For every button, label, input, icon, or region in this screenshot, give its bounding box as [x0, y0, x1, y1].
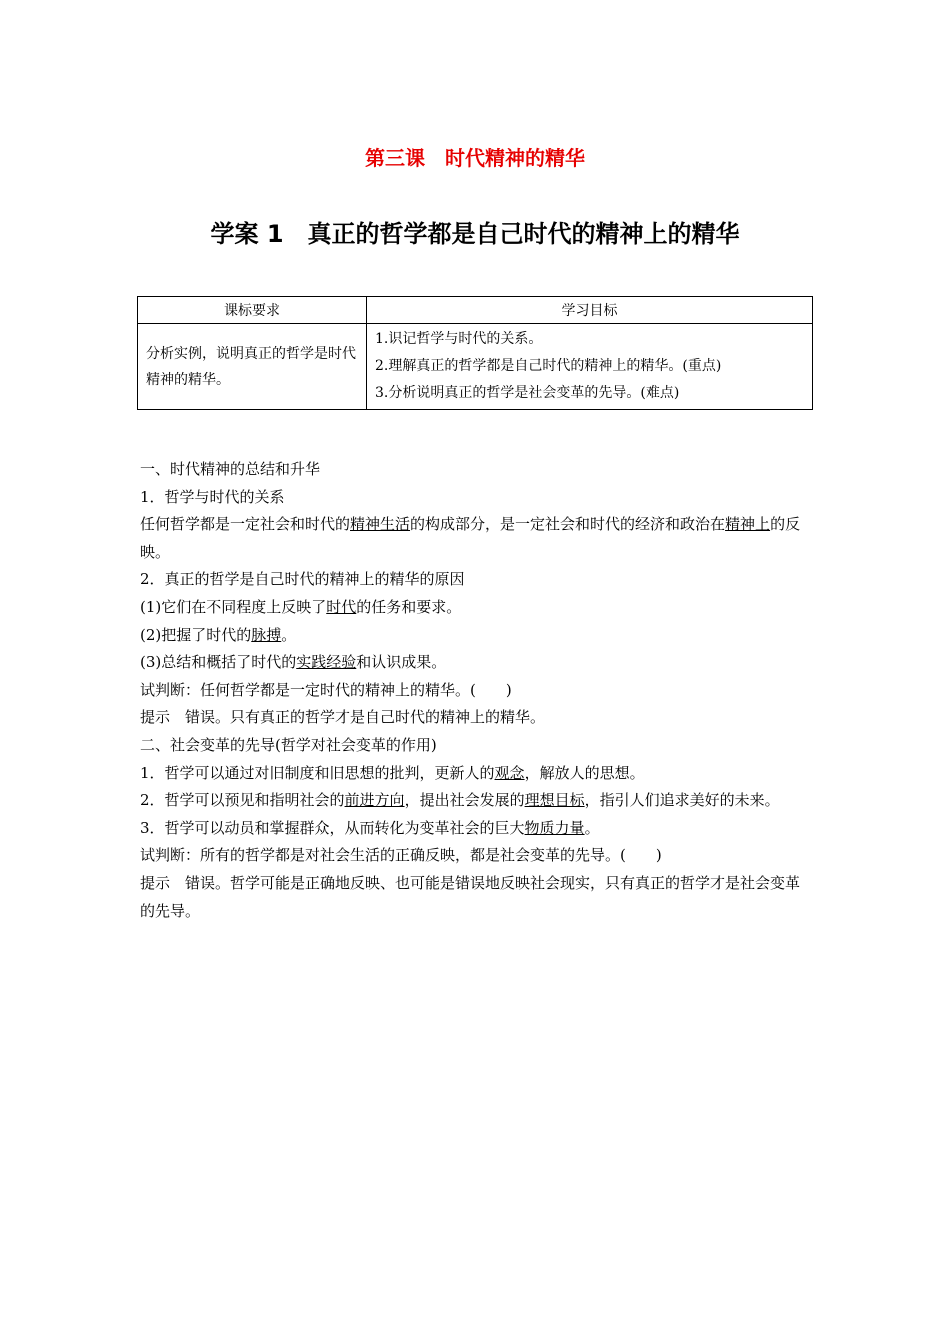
lesson-content — [140, 456, 812, 925]
list-item: (1)它们在不同程度上反映了时代的任务和要求。 — [140, 597, 462, 616]
list-item: (2)把握了时代的脉搏。 — [140, 625, 297, 644]
goal-item: 3.分析说明真正的哲学是社会变革的先导。(难点) — [375, 385, 680, 401]
blank-answer: 理想目标 — [524, 791, 585, 810]
goal-item: 2.理解真正的哲学都是自己时代的精神上的精华。(重点) — [375, 358, 722, 374]
header-learning-goals: 学习目标 — [367, 297, 813, 324]
curriculum-requirement-text: 分析实例，说明真正的哲学是时代精神的精华。 — [138, 324, 367, 410]
judgment-question: 试判断：所有的哲学都是对社会生活的正确反映，都是社会变革的先导。( ) — [140, 846, 662, 865]
list-item: 2．哲学可以预见和指明社会的前进方向，提出社会发展的理想目标，指引人们追求美好的未来。 — [140, 791, 780, 810]
goal-item: 1.识记哲学与时代的关系。 — [375, 331, 543, 347]
blank-answer: 精神上 — [725, 515, 771, 534]
hint-answer: 提示 错误。只有真正的哲学才是自己时代的精神上的精华。 — [140, 708, 546, 727]
judgment-question: 试判断：任何哲学都是一定时代的精神上的精华。( ) — [140, 680, 512, 699]
subsection-heading: 2．真正的哲学是自己时代的精神上的精华的原因 — [140, 570, 465, 589]
table-header-row — [138, 297, 813, 324]
blank-answer: 前进方向 — [344, 791, 405, 810]
blank-answer: 时代 — [326, 597, 357, 616]
subsection-heading: 1．哲学与时代的关系 — [140, 487, 285, 506]
list-item: 1．哲学可以通过对旧制度和旧思想的批判，更新人的观念，解放人的思想。 — [140, 763, 645, 782]
header-curriculum-requirements: 课标要求 — [138, 297, 367, 324]
blank-answer: 脉搏 — [251, 625, 282, 644]
blank-answer: 精神生活 — [350, 515, 411, 534]
blank-answer: 物质力量 — [524, 818, 585, 837]
blank-answer: 观念 — [494, 763, 525, 782]
blank-answer: 实践经验 — [296, 653, 357, 672]
objectives-table — [137, 296, 813, 410]
list-item: 3．哲学可以动员和掌握群众，从而转化为变革社会的巨大物质力量。 — [140, 818, 600, 837]
list-item: (3)总结和概括了时代的实践经验和认识成果。 — [140, 653, 447, 672]
hint-answer: 提示 错误。哲学可能是正确地反映、也可能是错误地反映社会现实，只有真正的哲学才是社会变革的先导。 — [140, 873, 801, 920]
lesson-title: 学案 1 真正的哲学都是自己时代的精神上的精华 — [210, 220, 740, 248]
section-heading: 一、时代精神的总结和升华 — [140, 460, 321, 478]
chapter-title: 第三课 时代精神的精华 — [365, 146, 585, 170]
table-row — [138, 324, 813, 410]
learning-goals-cell — [367, 324, 813, 410]
paragraph: 任何哲学都是一定社会和时代的精神生活的构成部分，是一定社会和时代的经济和政治在精神上的反映。 — [140, 515, 801, 561]
section-heading: 二、社会变革的先导(哲学对社会变革的作用) — [140, 735, 437, 754]
